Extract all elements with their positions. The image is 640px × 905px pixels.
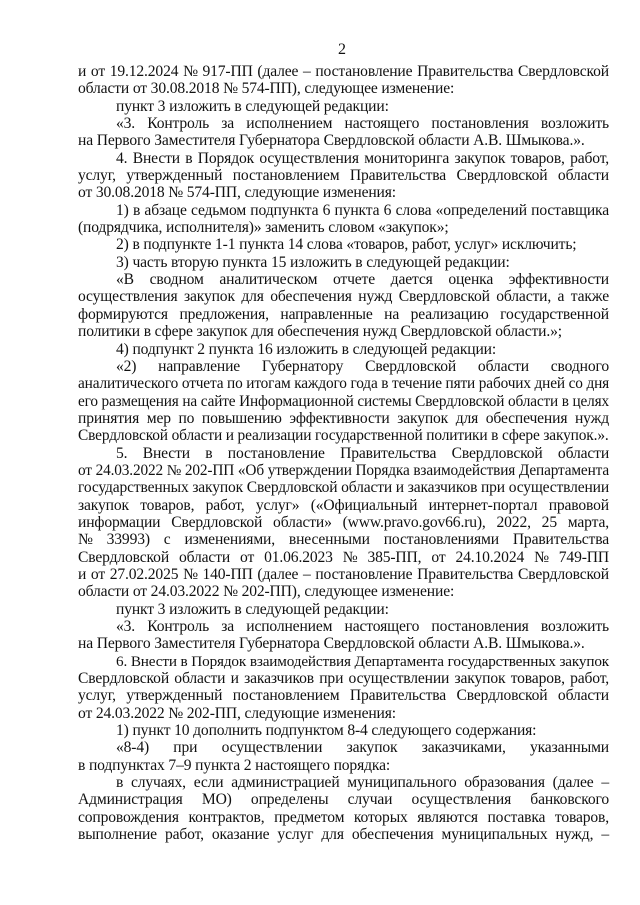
document-body <box>78 63 609 843</box>
text-line: сопровождения контрактов, предметом которых являются поставка товаров, <box>78 808 610 826</box>
text-line: и от 27.02.2025 № 140-ПП (далее – постановление Правительства Свердловской <box>78 565 609 583</box>
text-line: 1) в абзаце седьмом подпункта 6 пункта 6 слова «определений поставщика <box>116 201 610 219</box>
text-line: на Первого Заместителя Губернатора Свердловской области А.В. Шмыкова.». <box>78 132 585 150</box>
text-line: (подрядчика, исполнителя)» заменить словом «закупок»; <box>78 219 449 237</box>
text-line: от 24.03.2022 № 202-ПП «Об утверждении Порядка взаимодействия Департамента <box>78 461 609 479</box>
text-line: пункт 3 изложить в следующей редакции: <box>116 97 389 115</box>
text-line: «3. Контроль за исполнением настоящего постановления возложить <box>116 618 609 635</box>
text-line: «2) направление Губернатору Свердловской области сводного <box>116 357 609 375</box>
text-line: на Первого Заместителя Губернатора Свердловской области А.В. Шмыкова.». <box>78 635 585 653</box>
text-line: государственных закупок Свердловской области и заказчиков при осуществлении <box>78 479 609 497</box>
text-line: осуществления закупок для обеспечения нужд Свердловской области, а также <box>78 288 609 306</box>
text-line: аналитического отчета по итогам каждого года в течение пяти рабочих дней со дня <box>78 375 610 393</box>
text-line: Свердловской области и реализации государственной политики в сфере закупок.». <box>78 427 609 445</box>
text-line: «3. Контроль за исполнением настоящего постановления возложить <box>116 115 609 133</box>
text-line: от 24.03.2022 № 202-ПП, следующие изменения: <box>78 704 396 722</box>
text-line: принятия мер по повышению эффективности закупок для обеспечения нужд <box>78 409 609 427</box>
text-line: формируются предложения, направленные на реализацию государственной <box>78 305 609 323</box>
text-line: в случаях, если администрацией муниципального образования (далее – <box>116 774 609 792</box>
text-line: 2) в подпункте 1-1 пункта 14 слова «товаров, работ, услуг» исключить; <box>116 236 577 254</box>
text-line: области от 30.08.2018 № 574-ПП), следующее изменение: <box>78 80 455 98</box>
text-line: 5. Внести в постановление Правительства Свердловской области <box>116 444 610 462</box>
text-line: области от 24.03.2022 № 202-ПП), следующее изменение: <box>78 583 455 601</box>
text-line: 4. Внести в Порядок осуществления мониторинга закупок товаров, работ, <box>116 149 609 167</box>
text-line: закупок товаров, работ, услуг» («Официальный интернет-портал правовой <box>78 496 610 514</box>
text-line: услуг, утвержденный постановлением Правительства Свердловской области <box>78 167 609 185</box>
text-line: пункт 3 изложить в следующей редакции: <box>116 600 389 618</box>
text-line: Администрация МО) определены случаи осуществления банковского <box>78 791 609 809</box>
text-line: 3) часть вторую пункта 15 изложить в следующей редакции: <box>116 253 510 271</box>
text-line: политики в сфере закупок для обеспечения нужд Свердловской области.»; <box>78 323 562 341</box>
text-line: Свердловской области и заказчиков при осуществлении закупок товаров, работ, <box>78 670 609 688</box>
text-line: Свердловской области от 01.06.2023 № 385-ПП, от 24.10.2024 № 749-ПП <box>78 548 609 566</box>
text-line: услуг, утвержденный постановлением Правительства Свердловской области <box>78 687 609 705</box>
text-line: № 33993) с изменениями, внесенными постановлениями Правительства <box>78 531 609 549</box>
page-number: 2 <box>338 41 346 58</box>
text-line: «В сводном аналитическом отчете дается оценка эффективности <box>116 271 609 289</box>
text-line: 1) пункт 10 дополнить подпунктом 8-4 следующего содержания: <box>116 722 537 740</box>
text-line: 4) подпункт 2 пункта 16 изложить в следующей редакции: <box>116 340 497 358</box>
text-line: информации Свердловской области» (www.pravo.gov66.ru), 2022, 25 марта, <box>78 513 609 531</box>
text-line: и от 19.12.2024 № 917-ПП (далее – постановление Правительства Свердловской <box>78 63 609 80</box>
text-line: в подпунктах 7–9 пункта 2 настоящего порядка: <box>78 756 391 774</box>
text-line: выполнение работ, оказание услуг для обеспечения муниципальных нужд, – <box>78 826 609 844</box>
text-line: его размещения на сайте Информационной системы Свердловской области в целях <box>78 392 610 410</box>
text-line: «8-4) при осуществлении закупок заказчиками, указанными <box>116 739 609 757</box>
text-line: 6. Внести в Порядок взаимодействия Департамента государственных закупок <box>116 652 609 670</box>
text-line: от 30.08.2018 № 574-ПП, следующие изменения: <box>78 184 396 202</box>
